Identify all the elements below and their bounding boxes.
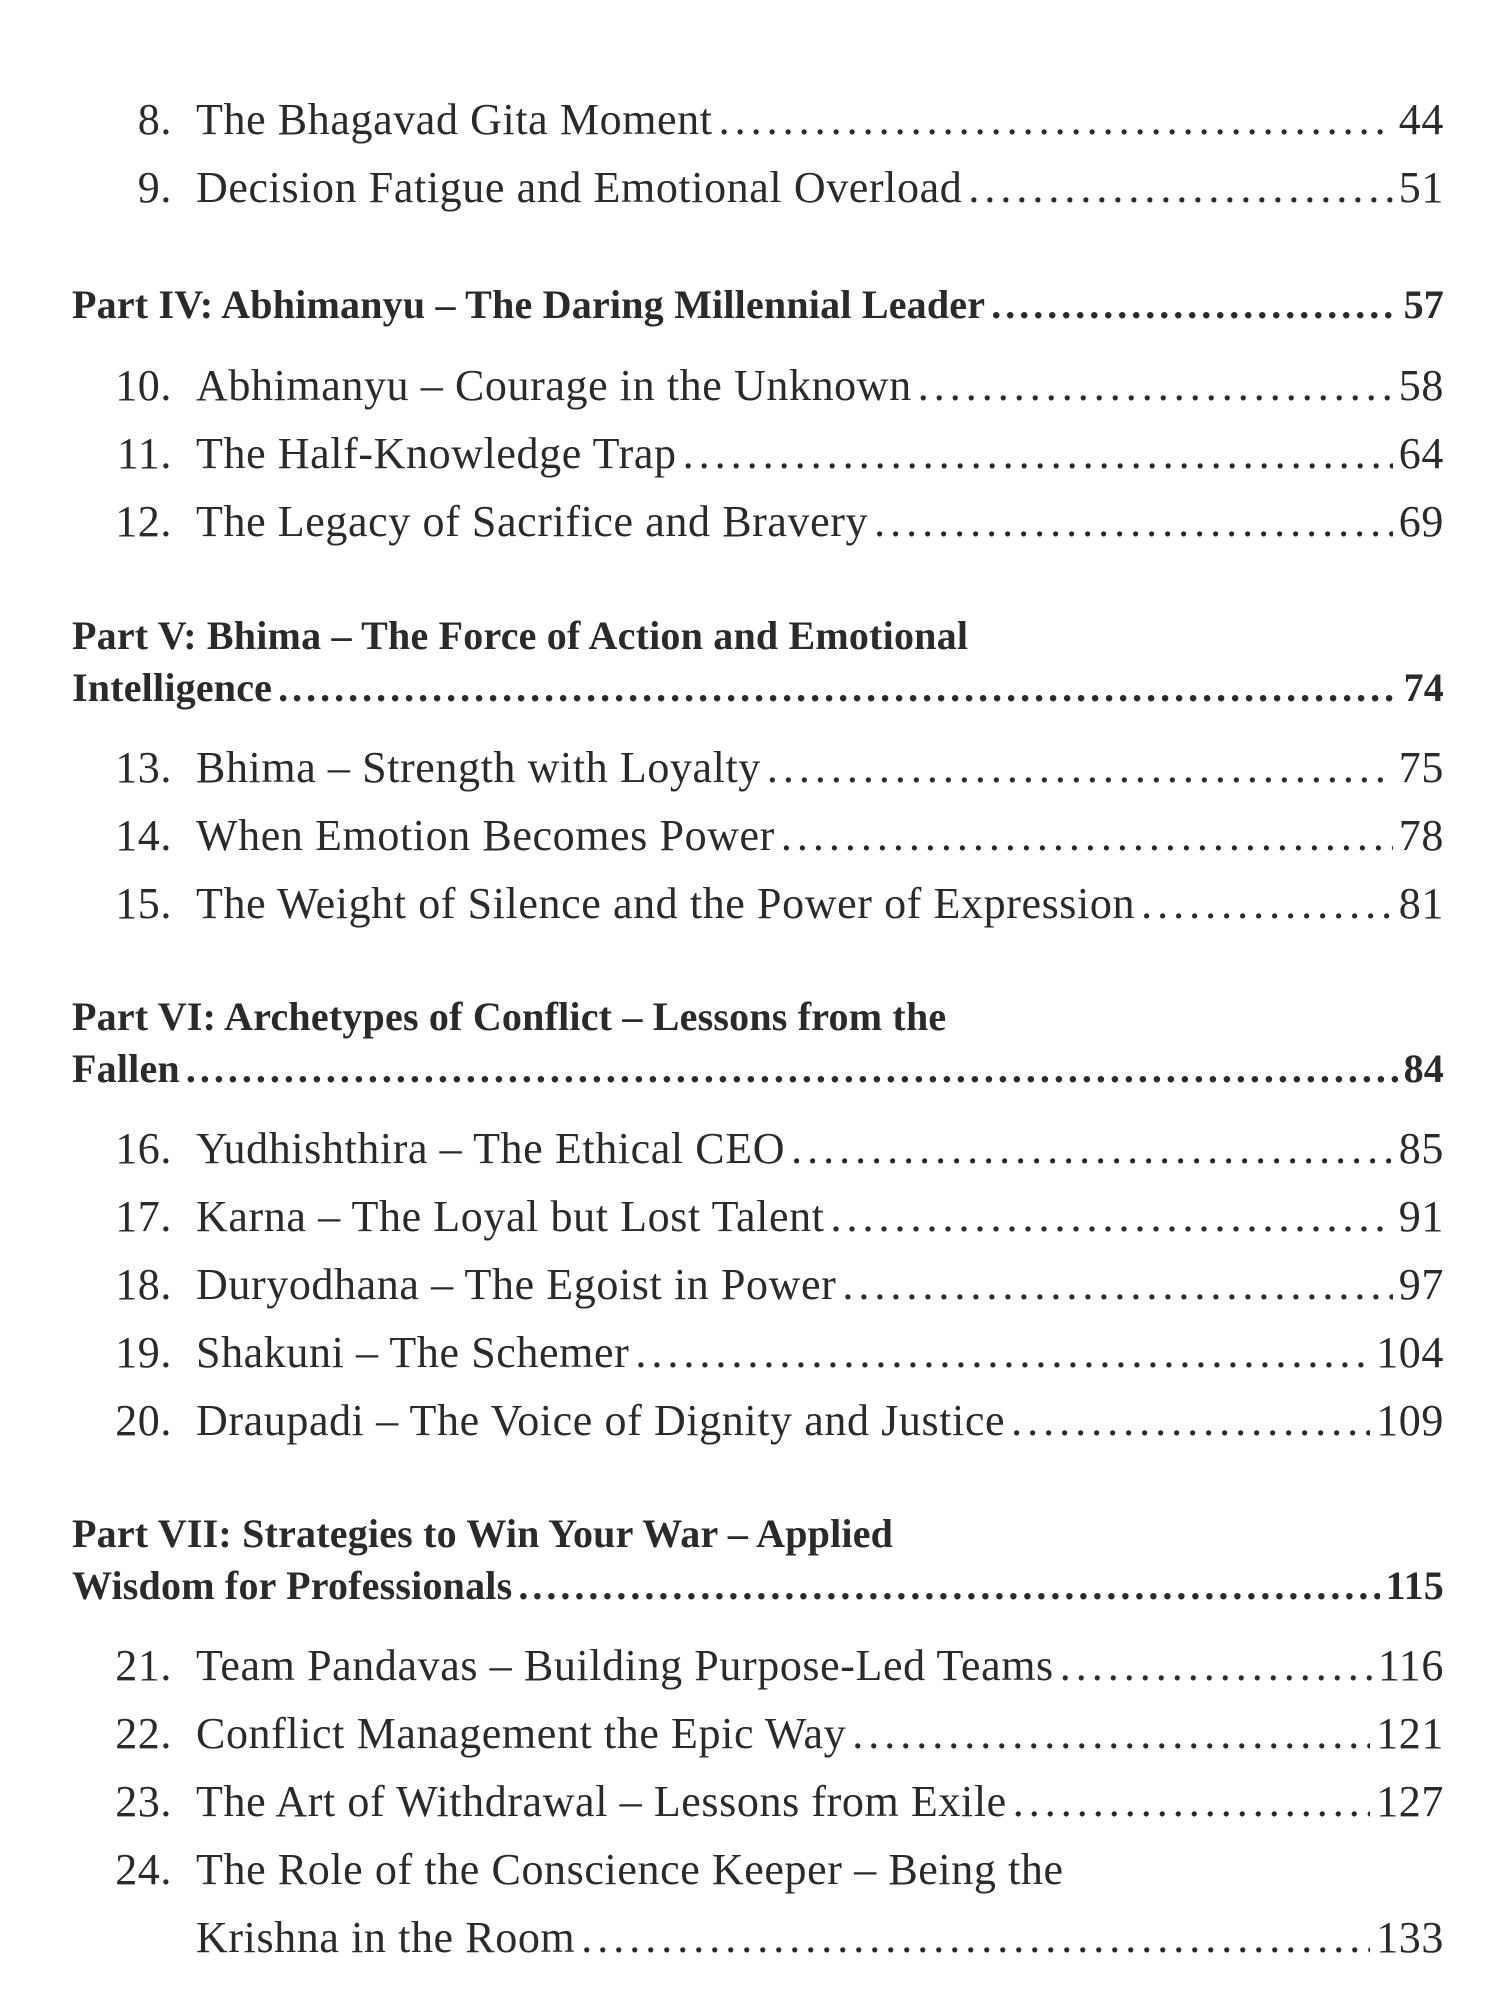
chapter-number: 9.: [137, 163, 172, 212]
toc-chapter-8[interactable]: [72, 95, 1444, 144]
page-number: 78: [1398, 811, 1444, 860]
dot-leader: [968, 166, 1392, 210]
toc-chapter-10[interactable]: [72, 361, 1444, 410]
toc-chapter-19[interactable]: [72, 1328, 1444, 1377]
part-title: Part VI: Archetypes of Conflict – Lessons from the: [72, 994, 947, 1039]
dot-leader: [781, 814, 1393, 858]
dot-leader: [635, 1331, 1370, 1375]
page-number: 57: [1403, 282, 1444, 327]
toc-part-vii-line2[interactable]: [72, 1563, 1444, 1608]
page-number: 109: [1376, 1396, 1444, 1445]
chapter-number: 21.: [115, 1641, 172, 1690]
page-number: 44: [1398, 95, 1444, 144]
toc-part-vi-line2[interactable]: [72, 1046, 1444, 1091]
page-number: 84: [1403, 1046, 1444, 1091]
chapter-title: Duryodhana – The Egoist in Power: [196, 1260, 837, 1309]
chapter-number: 24.: [115, 1845, 172, 1894]
chapter-number: 17.: [115, 1192, 172, 1241]
dot-leader: [1013, 1780, 1370, 1824]
toc-chapter-18[interactable]: [72, 1260, 1444, 1309]
dot-leader: [831, 1195, 1393, 1239]
page-number: 58: [1398, 361, 1444, 410]
toc-chapter-20[interactable]: [72, 1396, 1444, 1445]
toc-chapter-14[interactable]: [72, 811, 1444, 860]
chapter-title: When Emotion Becomes Power: [196, 811, 775, 860]
chapter-title: The Role of the Conscience Keeper – Being the: [196, 1845, 1064, 1894]
toc-part-iv[interactable]: [72, 282, 1444, 327]
toc-part-v-line1[interactable]: [72, 613, 1444, 658]
toc-part-v-line2[interactable]: [72, 665, 1444, 710]
toc-chapter-24-line1[interactable]: [72, 1845, 1444, 1894]
page-number: 115: [1385, 1563, 1444, 1608]
chapter-number: 14.: [115, 811, 172, 860]
part-title: Part IV: Abhimanyu – The Daring Millennial Leader: [72, 282, 986, 327]
part-title: Part V: Bhima – The Force of Action and Emotional: [72, 613, 969, 658]
chapter-title: The Bhagavad Gita Moment: [196, 95, 713, 144]
chapter-title: Shakuni – The Schemer: [196, 1328, 630, 1377]
chapter-title: Conflict Management the Epic Way: [196, 1709, 847, 1758]
dot-leader: [918, 364, 1393, 408]
page-number: 97: [1398, 1260, 1444, 1309]
chapter-title: Bhima – Strength with Loyalty: [196, 743, 761, 792]
chapter-number: 11.: [116, 429, 172, 478]
page-number: 69: [1398, 497, 1444, 546]
part-title-continued: Wisdom for Professionals: [72, 1563, 513, 1608]
chapter-title: Decision Fatigue and Emotional Overload: [196, 163, 963, 212]
chapter-number: 22.: [115, 1709, 172, 1758]
dot-leader: [186, 1049, 1398, 1089]
toc-chapter-17[interactable]: [72, 1192, 1444, 1241]
dot-leader: [518, 1566, 1379, 1606]
chapter-title: Team Pandavas – Building Purpose-Led Teams: [196, 1641, 1054, 1690]
toc-chapter-16[interactable]: [72, 1124, 1444, 1173]
chapter-title: Abhimanyu – Courage in the Unknown: [196, 361, 912, 410]
part-title-continued: Fallen: [72, 1046, 180, 1091]
page-number: 116: [1377, 1641, 1444, 1690]
chapter-number: 20.: [115, 1396, 172, 1445]
chapter-title-continued: Krishna in the Room: [196, 1913, 576, 1962]
chapter-number: 15.: [115, 879, 172, 928]
page-number: 75: [1398, 743, 1444, 792]
page-number: 121: [1376, 1709, 1444, 1758]
page-number: 64: [1398, 429, 1444, 478]
chapter-number: 23.: [115, 1777, 172, 1826]
dot-leader: [852, 1712, 1370, 1756]
toc-chapter-24-line2[interactable]: [72, 1913, 1444, 1962]
chapter-title: Yudhishthira – The Ethical CEO: [196, 1124, 786, 1173]
part-title-continued: Intelligence: [72, 665, 273, 710]
toc-chapter-12[interactable]: [72, 497, 1444, 546]
chapter-number: 18.: [115, 1260, 172, 1309]
dot-leader: [874, 500, 1393, 544]
dot-leader: [791, 1127, 1393, 1171]
toc-part-vi-line1[interactable]: [72, 994, 1444, 1039]
chapter-number: 19.: [115, 1328, 172, 1377]
page-number: 127: [1376, 1777, 1444, 1826]
dot-leader: [581, 1916, 1370, 1960]
chapter-title: The Legacy of Sacrifice and Bravery: [196, 497, 869, 546]
page-number: 74: [1403, 665, 1444, 710]
page-number: 104: [1376, 1328, 1444, 1377]
toc-chapter-9[interactable]: [72, 163, 1444, 212]
chapter-number: 16.: [115, 1124, 172, 1173]
page-number: 81: [1398, 879, 1444, 928]
chapter-number: 13.: [115, 743, 172, 792]
part-title: Part VII: Strategies to Win Your War – Applied: [72, 1511, 894, 1556]
toc-chapter-13[interactable]: [72, 743, 1444, 792]
dot-leader: [1011, 1399, 1370, 1443]
toc-chapter-15[interactable]: [72, 879, 1444, 928]
chapter-title: Karna – The Loyal but Lost Talent: [196, 1192, 825, 1241]
dot-leader: [719, 98, 1393, 142]
chapter-number: 12.: [115, 497, 172, 546]
chapter-number: 10.: [115, 361, 172, 410]
toc-chapter-11[interactable]: [72, 429, 1444, 478]
dot-leader: [1060, 1644, 1372, 1688]
dot-leader: [767, 746, 1393, 790]
dot-leader: [842, 1263, 1392, 1307]
page-number: 51: [1398, 163, 1444, 212]
dot-leader: [683, 432, 1393, 476]
toc-part-vii-line1[interactable]: [72, 1511, 1444, 1556]
chapter-title: The Half-Knowledge Trap: [196, 429, 677, 478]
chapter-number: 8.: [137, 95, 172, 144]
page-number: 85: [1398, 1124, 1444, 1173]
dot-leader: [991, 285, 1397, 325]
toc-chapter-22[interactable]: [72, 1709, 1444, 1758]
page-number: 133: [1376, 1913, 1444, 1962]
dot-leader: [1141, 882, 1393, 926]
chapter-title: The Art of Withdrawal – Lessons from Exile: [196, 1777, 1007, 1826]
chapter-title: Draupadi – The Voice of Dignity and Justice: [196, 1396, 1006, 1445]
chapter-title: The Weight of Silence and the Power of Expression: [196, 879, 1136, 928]
toc-chapter-23[interactable]: [72, 1777, 1444, 1826]
page-number: 91: [1398, 1192, 1444, 1241]
toc-chapter-21[interactable]: [72, 1641, 1444, 1690]
dot-leader: [278, 668, 1397, 708]
